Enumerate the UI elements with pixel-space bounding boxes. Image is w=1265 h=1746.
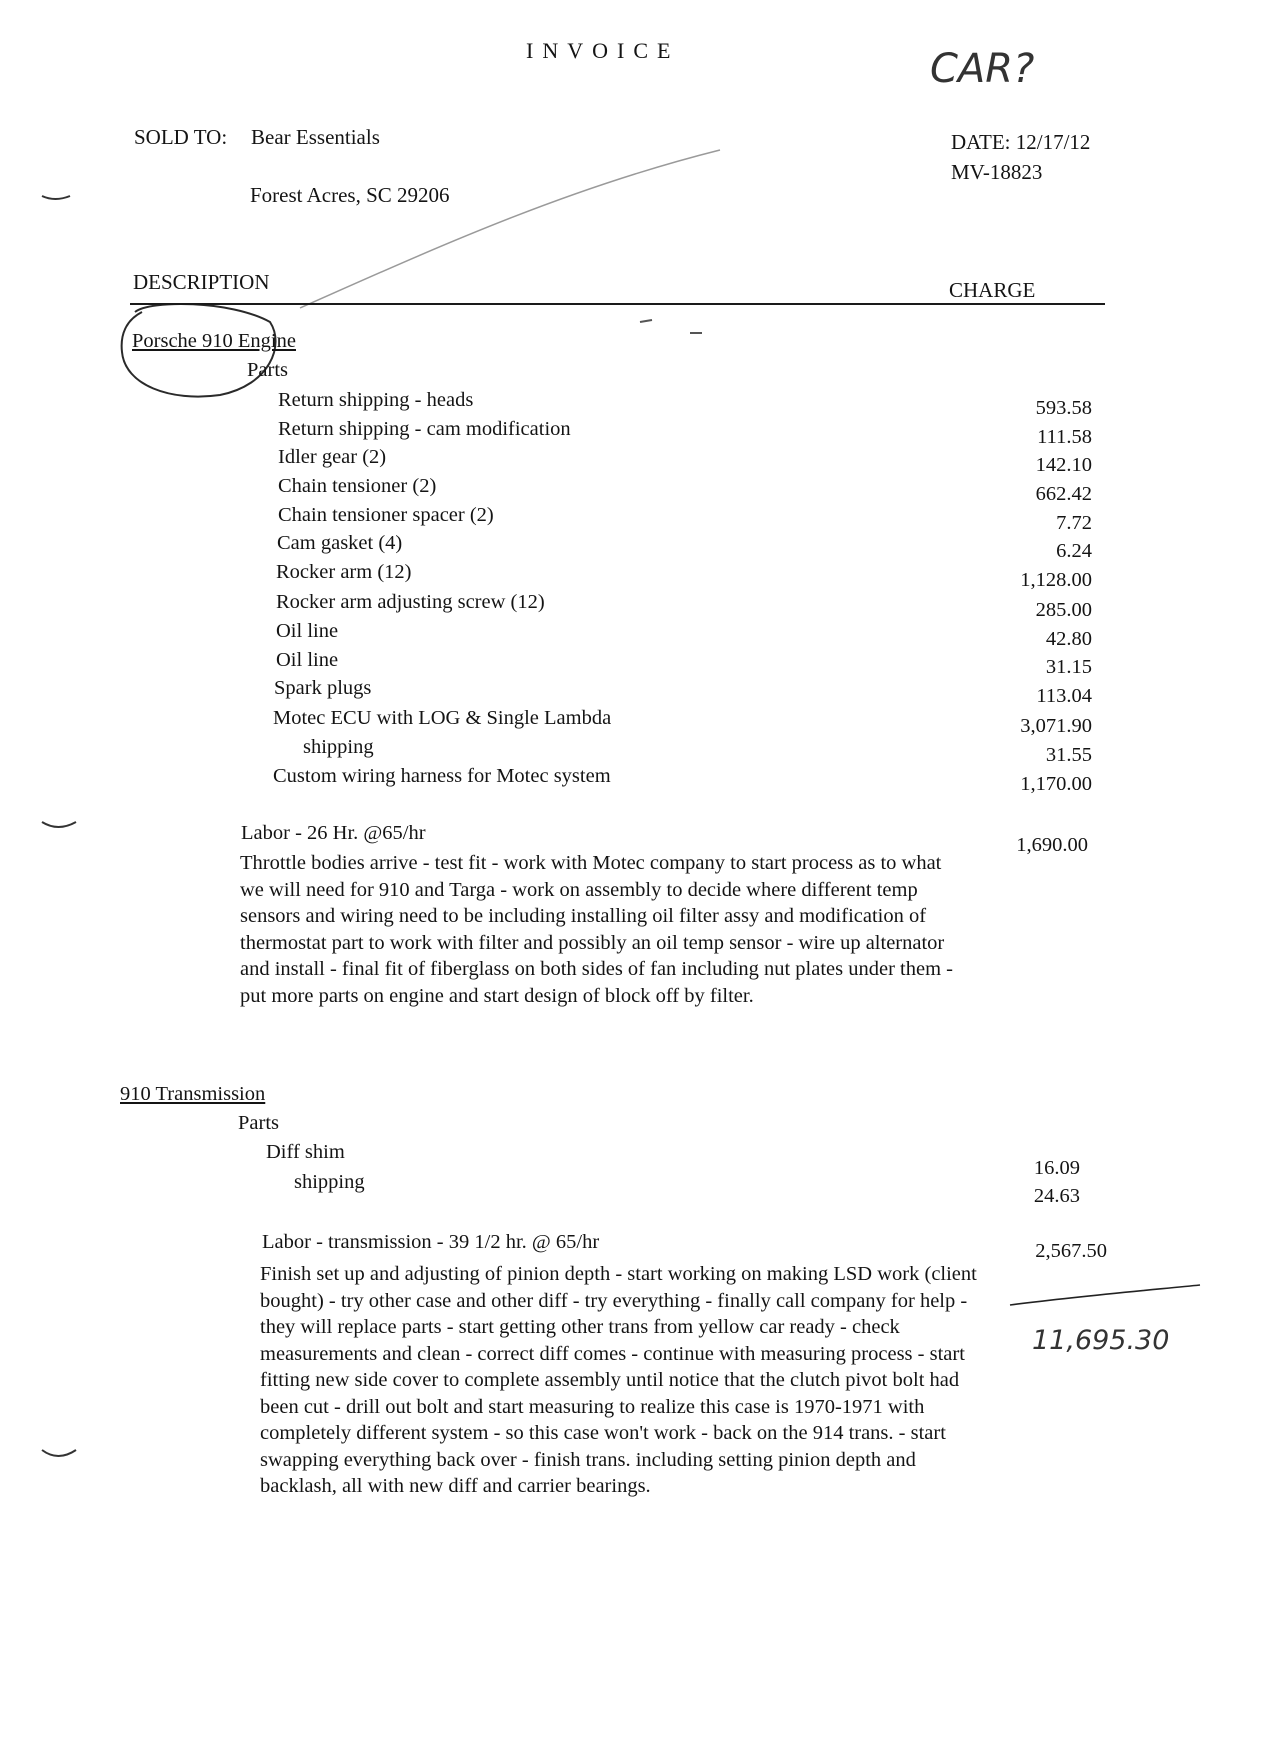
engine-labor-label: Labor - 26 Hr. @65/hr <box>241 822 426 844</box>
line-item-description: Return shipping - heads <box>278 389 474 411</box>
hole-mark <box>42 196 70 199</box>
line-item-description: Chain tensioner (2) <box>278 475 437 497</box>
line-item-amount: 42.80 <box>1045 628 1092 650</box>
sold-to-name: Bear Essentials <box>251 125 380 149</box>
line-item-amount: 113.04 <box>1036 685 1092 707</box>
invoice-number: MV-18823 <box>951 160 1043 184</box>
line-item-description: Oil line <box>276 649 339 671</box>
section-title-engine: Porsche 910 Engine <box>132 330 296 352</box>
line-item-description: Chain tensioner spacer (2) <box>278 504 494 526</box>
header-rule <box>130 303 1105 305</box>
line-item-description: Spark plugs <box>274 677 372 699</box>
line-item-amount: 31.15 <box>1045 656 1092 678</box>
invoice-date: DATE: 12/17/12 <box>951 130 1091 154</box>
line-item-amount: 3,071.90 <box>1020 715 1092 737</box>
handwritten-total: 11,695.30 <box>1032 1325 1170 1356</box>
line-item-description: shipping <box>294 1171 365 1193</box>
transmission-labor-amount: 2,567.50 <box>1035 1240 1107 1262</box>
total-rule <box>1010 1285 1200 1305</box>
line-item-description: shipping <box>303 736 374 758</box>
line-item-amount: 24.63 <box>1033 1185 1080 1207</box>
line-item-amount: 593.58 <box>1035 397 1092 419</box>
parts-label: Parts <box>247 359 288 381</box>
transmission-labor-label: Labor - transmission - 39 1/2 hr. @ 65/hr <box>262 1231 600 1253</box>
line-item-description: Motec ECU with LOG & Single Lambda <box>273 707 612 729</box>
engine-labor-notes: Throttle bodies arrive - test fit - work with Motec company to start process as to what we will need for 910 and Targa - work on assembly to decide where different temp sensors and wiring need to be including installing oil filter assy and modification of thermostat part to work with filter and possibly an oil temp sensor - wire up alternator and install - final fit of fiberglass on both sides of fan including nut plates under them - put more parts on engine and start design of block off by filter. <box>240 852 953 1007</box>
sold-to-address: Forest Acres, SC 29206 <box>250 183 450 207</box>
line-item-description: Diff shim <box>266 1141 345 1163</box>
line-item-description: Cam gasket (4) <box>277 532 403 554</box>
parts-label: Parts <box>238 1112 279 1134</box>
line-item-description: Rocker arm (12) <box>276 561 412 583</box>
line-item-amount: 662.42 <box>1035 483 1092 505</box>
line-item-amount: 31.55 <box>1045 744 1092 766</box>
stray-mark <box>640 320 652 322</box>
line-item-amount: 142.10 <box>1035 454 1092 476</box>
line-item-description: Custom wiring harness for Motec system <box>273 765 611 787</box>
hole-mark <box>42 822 76 827</box>
column-charge: CHARGE <box>949 278 1036 302</box>
invoice-title: INVOICE <box>526 38 680 63</box>
handwritten-note: CAR? <box>930 46 1035 92</box>
line-item-description: Idler gear (2) <box>278 446 387 468</box>
line-item-amount: 285.00 <box>1035 599 1092 621</box>
line-item-description: Rocker arm adjusting screw (12) <box>276 591 545 613</box>
transmission-labor-notes: Finish set up and adjusting of pinion depth - start working on making LSD work (client bought) - try other case and other diff - try everything - finally call company for help - they will replace parts - start getting other trans from yellow car ready - check measurements and clean - correct diff comes - continue with measuring process - start fitting new side cover to complete assembly until notice that the clutch pivot bolt had been cut - drill out bolt and start measuring to realize this case is 1970-1971 with completely different system - so this case won't work - back on the 914 trans. - start swapping everything back over - finish trans. including setting pinion depth and backlash, all with new diff and carrier bearings. <box>260 1263 977 1497</box>
line-item-amount: 1,170.00 <box>1020 773 1092 795</box>
line-item-description: Oil line <box>276 620 339 642</box>
line-item-amount: 7.72 <box>1056 512 1092 534</box>
line-item-amount: 111.58 <box>1037 426 1092 448</box>
sold-to-label: SOLD TO: <box>134 125 228 149</box>
hole-mark <box>42 1450 76 1456</box>
column-description: DESCRIPTION <box>133 270 270 294</box>
line-item-amount: 6.24 <box>1056 540 1092 562</box>
engine-labor-amount: 1,690.00 <box>1016 834 1088 856</box>
line-item-description: Return shipping - cam modification <box>278 418 571 440</box>
line-item-amount: 16.09 <box>1033 1157 1080 1179</box>
line-item-amount: 1,128.00 <box>1020 569 1092 591</box>
pen-stroke <box>300 150 720 308</box>
section-title-transmission: 910 Transmission <box>120 1083 266 1105</box>
